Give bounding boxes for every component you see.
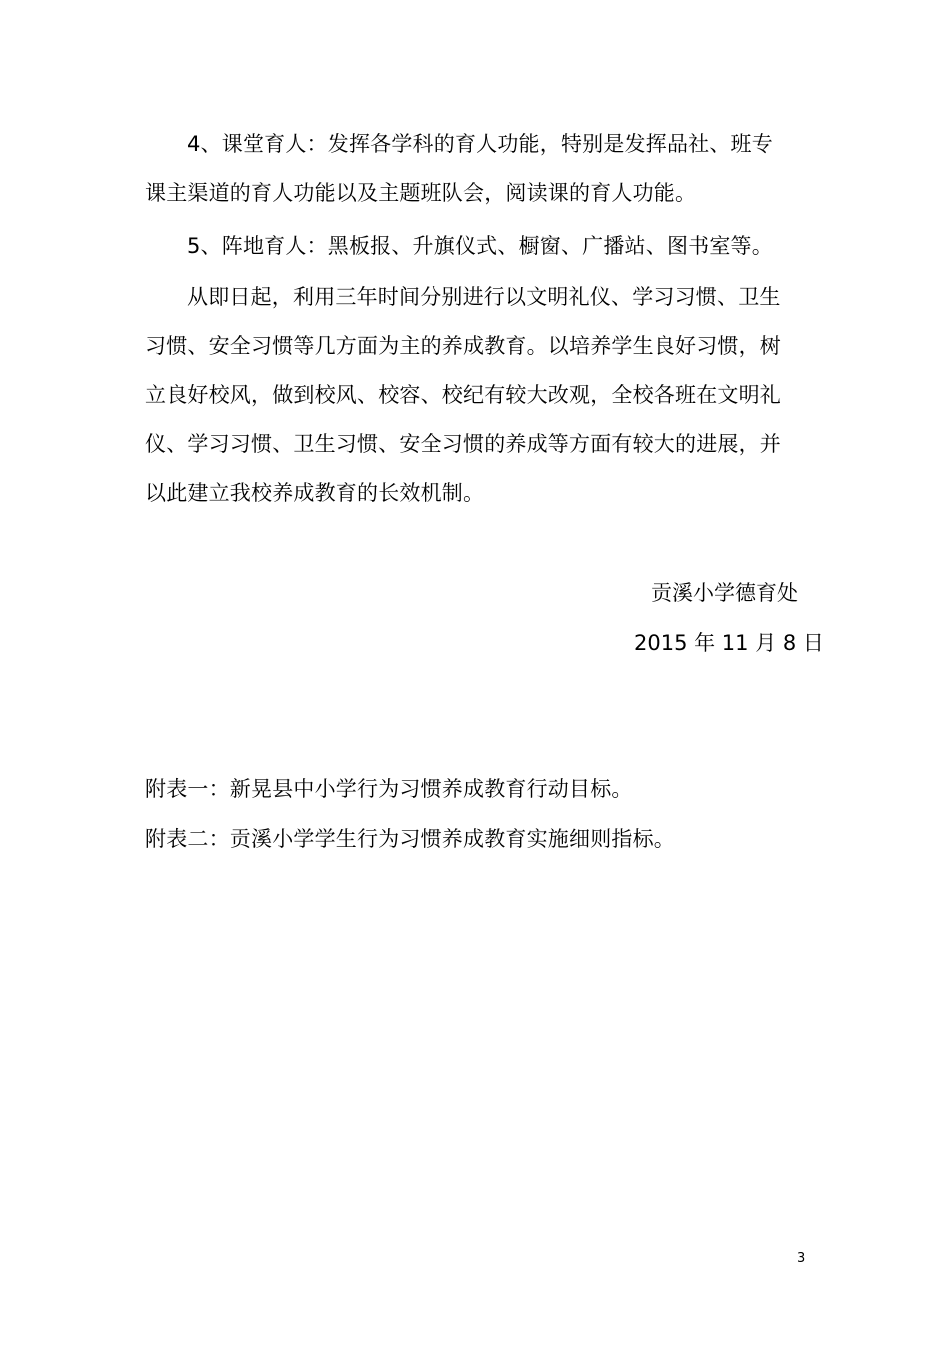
signature-date: 2015 年 11 月 8 日 (634, 631, 824, 655)
paragraph-line: 立良好校风，做到校风、校容、校纪有较大改观，全校各班在文明礼 (145, 383, 781, 407)
paragraph-line: 5、阵地育人：黑板报、升旗仪式、橱窗、广播站、图书室等。 (187, 234, 773, 258)
paragraph-line: 仪、学习习惯、卫生习惯、安全习惯的养成等方面有较大的进展，并 (145, 432, 781, 456)
paragraph-line: 以此建立我校养成教育的长效机制。 (145, 481, 485, 505)
signature-organization: 贡溪小学德育处 (651, 581, 798, 605)
attachment-line: 附表一：新晃县中小学行为习惯养成教育行动目标。 (145, 777, 633, 801)
page-number: 3 (797, 1251, 806, 1266)
paragraph-line: 4、课堂育人：发挥各学科的育人功能，特别是发挥品社、班专 (187, 132, 773, 156)
paragraph-line: 习惯、安全习惯等几方面为主的养成教育。以培养学生良好习惯，树 (145, 334, 781, 358)
paragraph-line: 从即日起，利用三年时间分别进行以文明礼仪、学习习惯、卫生 (187, 285, 781, 309)
paragraph-line: 课主渠道的育人功能以及主题班队会，阅读课的育人功能。 (145, 181, 697, 205)
attachment-line: 附表二：贡溪小学学生行为习惯养成教育实施细则指标。 (145, 827, 675, 851)
